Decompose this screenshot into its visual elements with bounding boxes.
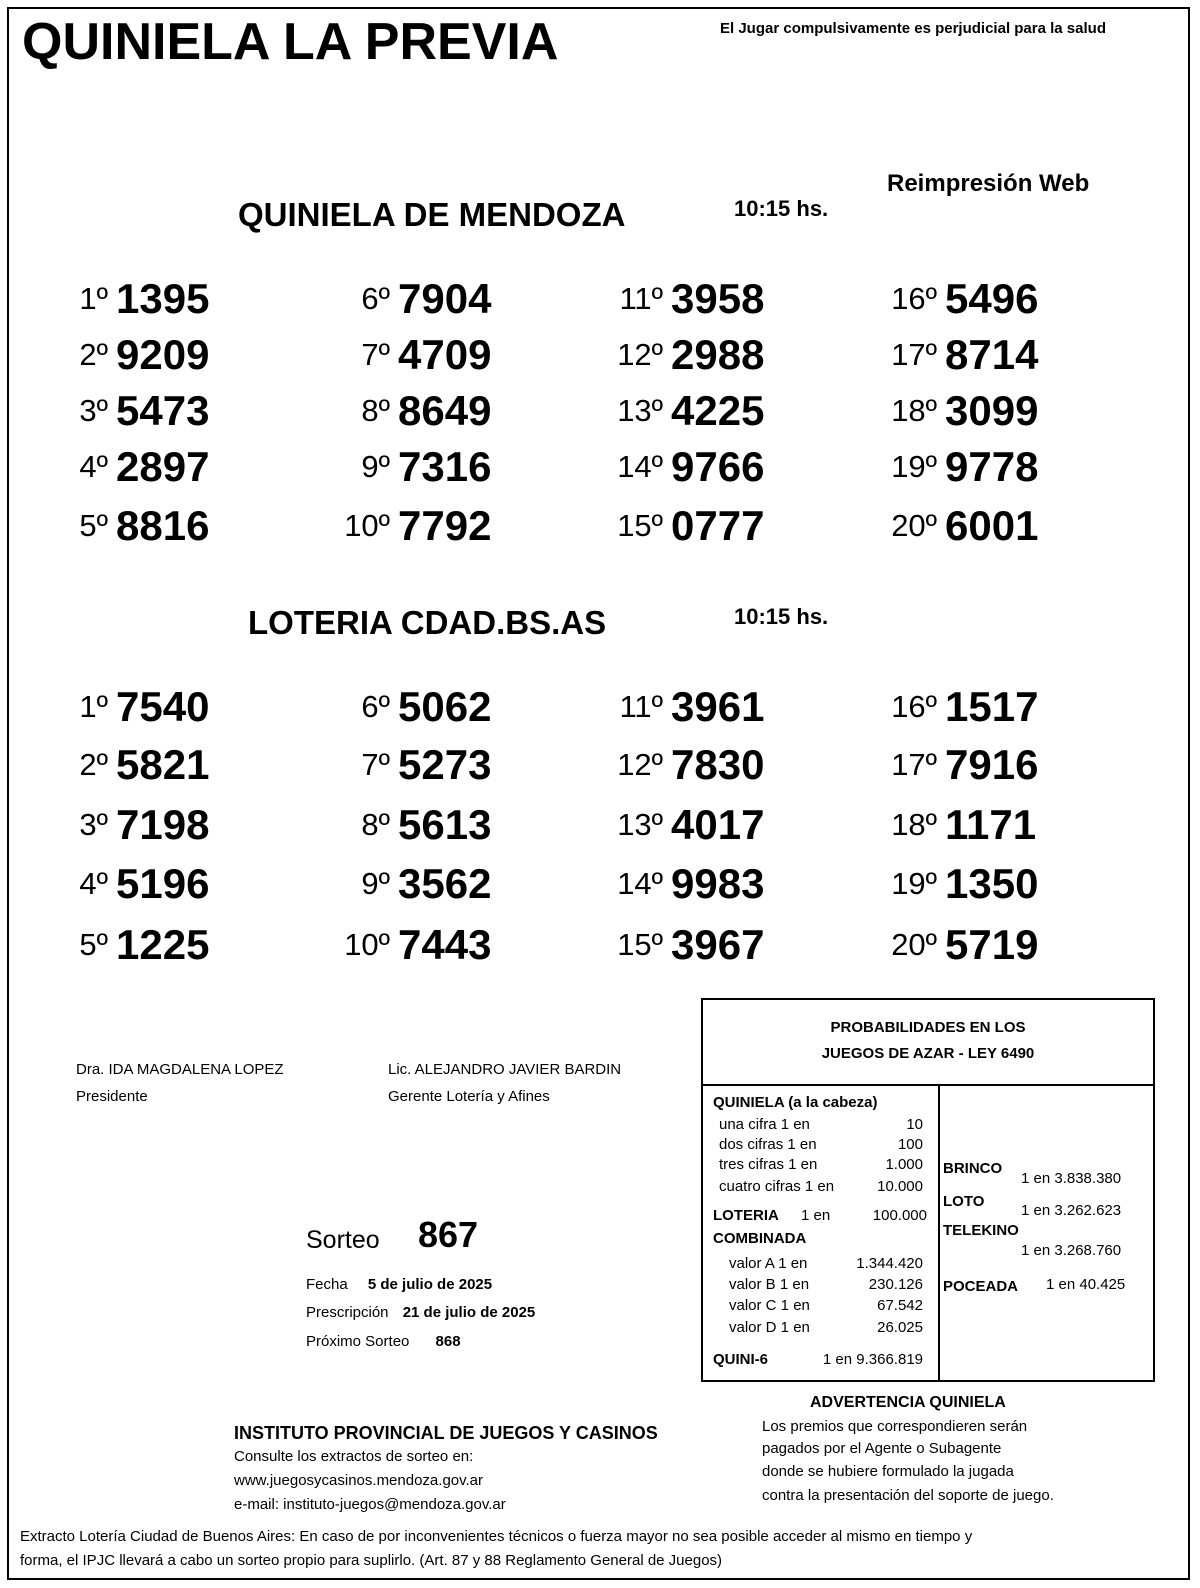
- page-title: QUINIELA LA PREVIA: [22, 13, 559, 71]
- combinada-prob-value-b: 230.126: [868, 1276, 923, 1293]
- mendoza-number-6: 7904: [398, 275, 492, 322]
- bsas-position-3: 3º: [79, 807, 108, 842]
- quiniela-prob-value-2: 100: [897, 1136, 923, 1153]
- bsas-number-17: 7916: [945, 741, 1039, 788]
- advertencia-line-1: Los premios que correspondieren serán: [762, 1418, 1028, 1435]
- probabilities-title-1: PROBABILIDADES EN LOS: [830, 1019, 1026, 1036]
- combinada-prob-value-a: 1.344.420: [856, 1255, 923, 1272]
- probabilities-box: [701, 998, 1155, 1382]
- bsas-number-6: 5062: [398, 683, 492, 730]
- bsas-number-7: 5273: [398, 741, 492, 788]
- mendoza-position-2: 2º: [79, 337, 108, 372]
- institute-website[interactable]: www.juegosycasinos.mendoza.gov.ar: [234, 1472, 484, 1489]
- signature-right: [388, 1056, 621, 1110]
- loto-prob-label: LOTO: [943, 1193, 985, 1210]
- bsas-position-14: 14º: [617, 866, 663, 901]
- bsas-position-17: 17º: [891, 747, 937, 782]
- combinada-prob-label-d: valor D 1 en: [729, 1319, 810, 1336]
- institute-email[interactable]: e-mail: instituto-juegos@mendoza.gov.ar: [234, 1496, 506, 1513]
- poceada-prob-value: 1 en 40.425: [1046, 1276, 1126, 1293]
- mendoza-number-10: 7792: [398, 502, 492, 549]
- mendoza-position-13: 13º: [617, 393, 663, 428]
- loto-prob-value: 1 en 3.262.623: [1021, 1202, 1122, 1219]
- proximo-row: [306, 1333, 461, 1350]
- bsas-position-1: 1º: [79, 689, 108, 724]
- mendoza-position-19: 19º: [891, 449, 937, 484]
- bsas-number-4: 5196: [116, 860, 210, 907]
- mendoza-number-5: 8816: [116, 502, 210, 549]
- bsas-number-18: 1171: [945, 801, 1037, 848]
- bsas-number-15: 3967: [671, 921, 765, 968]
- mendoza-number-7: 4709: [398, 331, 492, 378]
- bsas-position-16: 16º: [891, 689, 937, 724]
- mendoza-position-17: 17º: [891, 337, 937, 372]
- bsas-position-4: 4º: [79, 866, 108, 901]
- bsas-number-11: 3961: [671, 683, 765, 730]
- mendoza-position-14: 14º: [617, 449, 663, 484]
- brinco-prob-value: 1 en 3.838.380: [1021, 1170, 1122, 1187]
- sorteo-label: Sorteo: [306, 1226, 380, 1254]
- signature-right-role: Gerente Lotería y Afines: [388, 1088, 550, 1105]
- signature-left-name: Dra. IDA MAGDALENA LOPEZ: [76, 1061, 284, 1078]
- reprint-label: Reimpresión Web: [887, 170, 1090, 197]
- institute-name: INSTITUTO PROVINCIAL DE JUEGOS Y CASINOS: [234, 1423, 658, 1443]
- signature-right-name: Lic. ALEJANDRO JAVIER BARDIN: [388, 1061, 622, 1078]
- bsas-number-13: 4017: [671, 801, 765, 848]
- bsas-number-14: 9983: [671, 860, 765, 907]
- combinada-prob-value-d: 26.025: [877, 1319, 923, 1336]
- bsas-position-18: 18º: [891, 807, 937, 842]
- loteria-prob-en: 1 en: [801, 1207, 831, 1224]
- bsas-time: 10:15 hs.: [734, 604, 829, 629]
- telekino-prob-label: TELEKINO: [943, 1222, 1019, 1239]
- bsas-position-11: 11º: [619, 689, 663, 724]
- brinco-prob-label: BRINCO: [943, 1160, 1003, 1177]
- poceada-prob-label: POCEADA: [943, 1278, 1019, 1295]
- bsas-number-3: 7198: [116, 801, 210, 848]
- quiniela-prob-value-1: 10: [906, 1116, 923, 1133]
- mendoza-number-19: 9778: [945, 443, 1039, 490]
- mendoza-title: QUINIELA DE MENDOZA: [238, 196, 626, 233]
- mendoza-position-3: 3º: [79, 393, 108, 428]
- mendoza-position-11: 11º: [619, 281, 663, 316]
- mendoza-position-9: 9º: [361, 449, 390, 484]
- mendoza-position-12: 12º: [617, 337, 663, 372]
- bsas-number-8: 5613: [398, 801, 492, 848]
- quiniela-prob-label-2: dos cifras 1 en: [719, 1136, 817, 1153]
- bsas-position-9: 9º: [361, 866, 390, 901]
- mendoza-number-16: 5496: [945, 275, 1039, 322]
- probabilities-header: [703, 1000, 1153, 1086]
- quiniela-prob-value-4: 10.000: [877, 1178, 923, 1195]
- combinada-prob-value-c: 67.542: [877, 1297, 923, 1314]
- mendoza-position-1: 1º: [79, 281, 108, 316]
- bsas-title: LOTERIA CDAD.BS.AS: [248, 604, 607, 641]
- bsas-position-5: 5º: [79, 927, 108, 962]
- mendoza-number-15: 0777: [671, 502, 765, 549]
- mendoza-position-10: 10º: [344, 508, 390, 543]
- mendoza-position-16: 16º: [891, 281, 937, 316]
- mendoza-number-3: 5473: [116, 387, 210, 434]
- combinada-prob-label: COMBINADA: [713, 1230, 807, 1247]
- advertencia-line-4: contra la presentación del soporte de juego.: [762, 1487, 1054, 1504]
- probabilities-title-2: JUEGOS DE AZAR - LEY 6490: [821, 1045, 1035, 1062]
- mendoza-position-18: 18º: [891, 393, 937, 428]
- mendoza-position-8: 8º: [361, 393, 390, 428]
- quiniela-prob-label-4: cuatro cifras 1 en: [719, 1178, 835, 1195]
- bsas-number-2: 5821: [116, 741, 210, 788]
- advertencia-line-2: pagados por el Agente o Subagente: [762, 1440, 1002, 1457]
- mendoza-number-18: 3099: [945, 387, 1039, 434]
- fecha-label: Fecha: [306, 1276, 348, 1293]
- bsas-number-20: 5719: [945, 921, 1039, 968]
- bsas-number-1: 7540: [116, 683, 210, 730]
- bsas-position-15: 15º: [617, 927, 663, 962]
- bsas-position-13: 13º: [617, 807, 663, 842]
- bsas-position-2: 2º: [79, 747, 108, 782]
- bsas-number-5: 1225: [116, 921, 210, 968]
- mendoza-position-20: 20º: [891, 508, 937, 543]
- loteria-prob-value: 100.000: [872, 1207, 927, 1224]
- mendoza-position-5: 5º: [79, 508, 108, 543]
- mendoza-position-15: 15º: [617, 508, 663, 543]
- mendoza-position-7: 7º: [361, 337, 390, 372]
- advertencia-title: ADVERTENCIA QUINIELA: [810, 1394, 1006, 1411]
- signature-left-role: Presidente: [76, 1088, 148, 1105]
- proximo-label: Próximo Sorteo: [306, 1333, 410, 1350]
- bsas-number-16: 1517: [945, 683, 1039, 730]
- probabilities-divider: [938, 1086, 940, 1382]
- quini6-prob-label: QUINI-6: [713, 1351, 769, 1368]
- advertencia-line-3: donde se hubiere formulado la jugada: [762, 1463, 1014, 1480]
- loteria-prob-label: LOTERIA: [713, 1207, 779, 1224]
- footer-line-2: forma, el IPJC llevará a cabo un sorteo propio para suplirlo. (Art. 87 y 88 Reglamento General de Juegos): [20, 1552, 723, 1569]
- sorteo-number: 867: [418, 1214, 479, 1255]
- mendoza-position-6: 6º: [361, 281, 390, 316]
- bsas-number-19: 1350: [945, 860, 1039, 907]
- mendoza-position-4: 4º: [79, 449, 108, 484]
- bsas-position-6: 6º: [361, 689, 390, 724]
- bsas-position-10: 10º: [344, 927, 390, 962]
- proximo-value: 868: [435, 1333, 461, 1350]
- bsas-number-9: 3562: [398, 860, 492, 907]
- quini6-prob-value: 1 en 9.366.819: [822, 1351, 923, 1368]
- bsas-position-8: 8º: [361, 807, 390, 842]
- prescripcion-label: Prescripción: [306, 1304, 389, 1321]
- mendoza-number-4: 2897: [116, 443, 210, 490]
- bsas-number-10: 7443: [398, 921, 492, 968]
- quiniela-prob-title: QUINIELA (a la cabeza): [713, 1094, 878, 1111]
- bsas-position-7: 7º: [361, 747, 390, 782]
- bsas-number-12: 7830: [671, 741, 765, 788]
- fecha-row: [306, 1276, 492, 1293]
- bsas-position-19: 19º: [891, 866, 937, 901]
- mendoza-number-20: 6001: [945, 502, 1039, 549]
- signature-left: [76, 1056, 284, 1110]
- prescripcion-row: [306, 1304, 535, 1321]
- mendoza-time: 10:15 hs.: [734, 196, 829, 221]
- bsas-position-20: 20º: [891, 927, 937, 962]
- mendoza-number-2: 9209: [116, 331, 210, 378]
- quiniela-prob-label-3: tres cifras 1 en: [719, 1156, 818, 1173]
- institute-line-1: Consulte los extractos de sorteo en:: [234, 1448, 474, 1465]
- mendoza-number-9: 7316: [398, 443, 492, 490]
- combinada-prob-label-b: valor B 1 en: [729, 1276, 810, 1293]
- health-warning: El Jugar compulsivamente es perjudicial para la salud: [720, 20, 1106, 37]
- footer-line-1: Extracto Lotería Ciudad de Buenos Aires: En caso de por inconvenientes técnicos o fuerza mayor no sea posible acceder al mismo en tiempo y: [20, 1528, 973, 1545]
- mendoza-number-14: 9766: [671, 443, 765, 490]
- mendoza-number-11: 3958: [671, 275, 765, 322]
- mendoza-number-17: 8714: [945, 331, 1039, 378]
- telekino-prob-value: 1 en 3.268.760: [1021, 1242, 1122, 1259]
- combinada-prob-label-a: valor A 1 en: [729, 1255, 808, 1272]
- mendoza-number-12: 2988: [671, 331, 765, 378]
- quiniela-prob-value-3: 1.000: [885, 1156, 923, 1173]
- mendoza-number-13: 4225: [671, 387, 765, 434]
- quiniela-prob-label-1: una cifra 1 en: [719, 1116, 810, 1133]
- mendoza-number-8: 8649: [398, 387, 492, 434]
- fecha-value: 5 de julio de 2025: [367, 1276, 493, 1293]
- mendoza-number-1: 1395: [116, 275, 210, 322]
- combinada-prob-label-c: valor C 1 en: [729, 1297, 810, 1314]
- bsas-position-12: 12º: [617, 747, 663, 782]
- prescripcion-value: 21 de julio de 2025: [402, 1304, 536, 1321]
